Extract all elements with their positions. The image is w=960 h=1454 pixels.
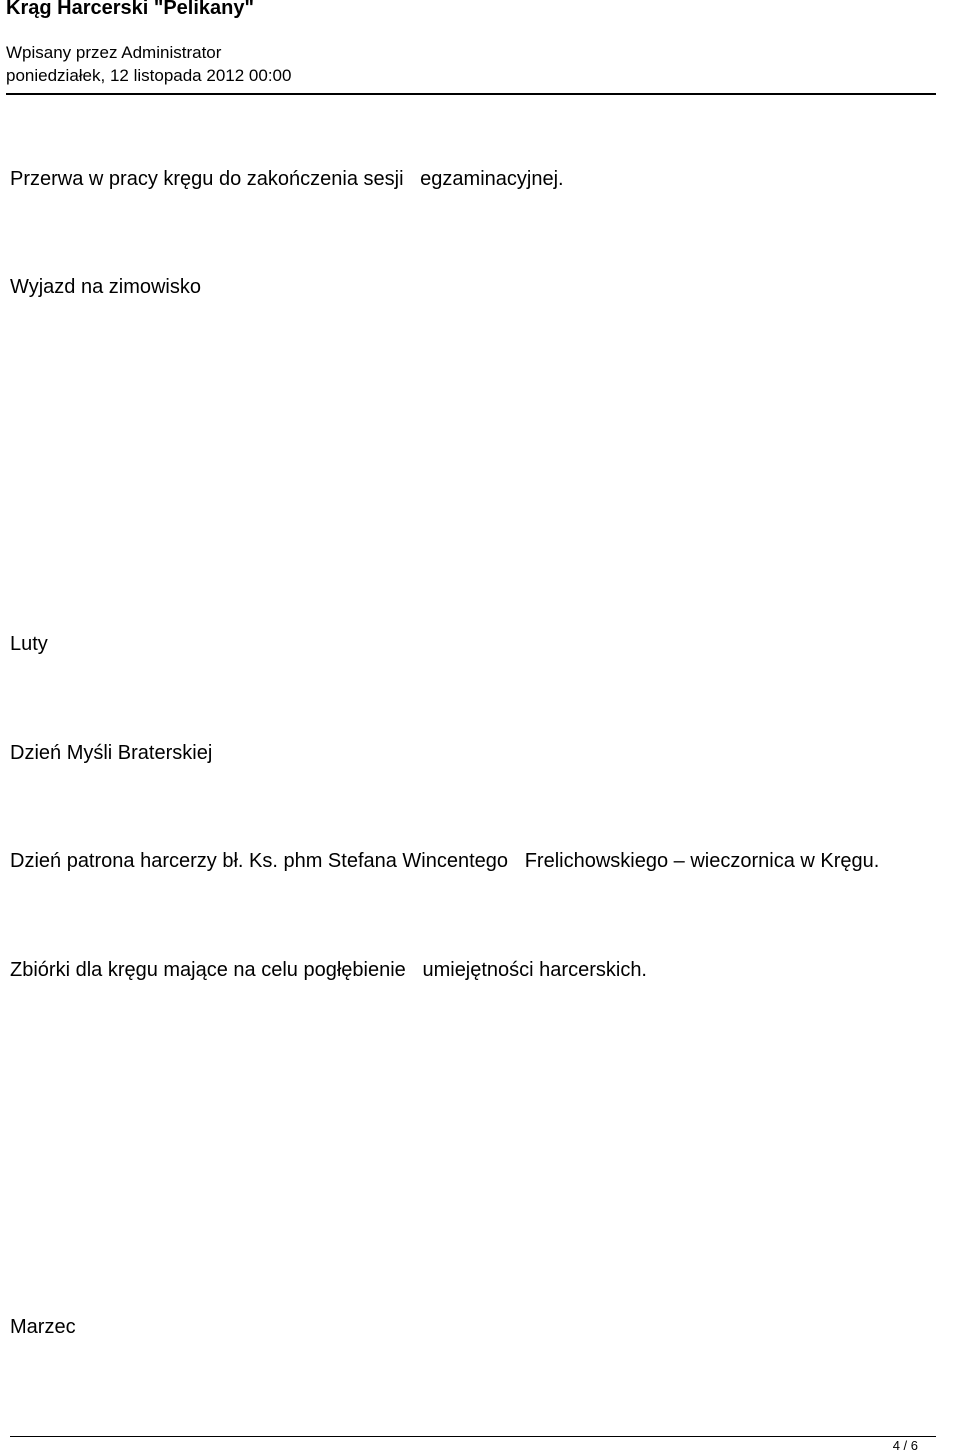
text-line-thinking-day: Dzień Myśli Braterskiej (10, 742, 213, 764)
header-divider (6, 93, 936, 95)
month-heading-february: Luty (10, 633, 48, 655)
article-author: Wpisany przez Administrator (6, 43, 222, 62)
text-line-skills-meetings: Zbiórki dla kręgu mające na celu pogłębienie umiejętności harcerskich. (10, 959, 647, 981)
text-line-patron-day: Dzień patrona harcerzy bł. Ks. phm Stefana Wincentego Frelichowskiego – wieczornica w Kręgu. (10, 850, 880, 872)
article-title: Krąg Harcerski "Pelikany" (6, 0, 254, 19)
footer-divider (10, 1436, 936, 1437)
article-date: poniedziałek, 12 listopada 2012 00:00 (6, 66, 292, 85)
month-heading-march: Marzec (10, 1316, 76, 1338)
text-line-winter-camp: Wyjazd na zimowisko (10, 276, 201, 298)
page-number: 4 / 6 (892, 1438, 918, 1453)
text-line-exam-break: Przerwa w pracy kręgu do zakończenia sesji egzaminacyjnej. (10, 168, 564, 190)
